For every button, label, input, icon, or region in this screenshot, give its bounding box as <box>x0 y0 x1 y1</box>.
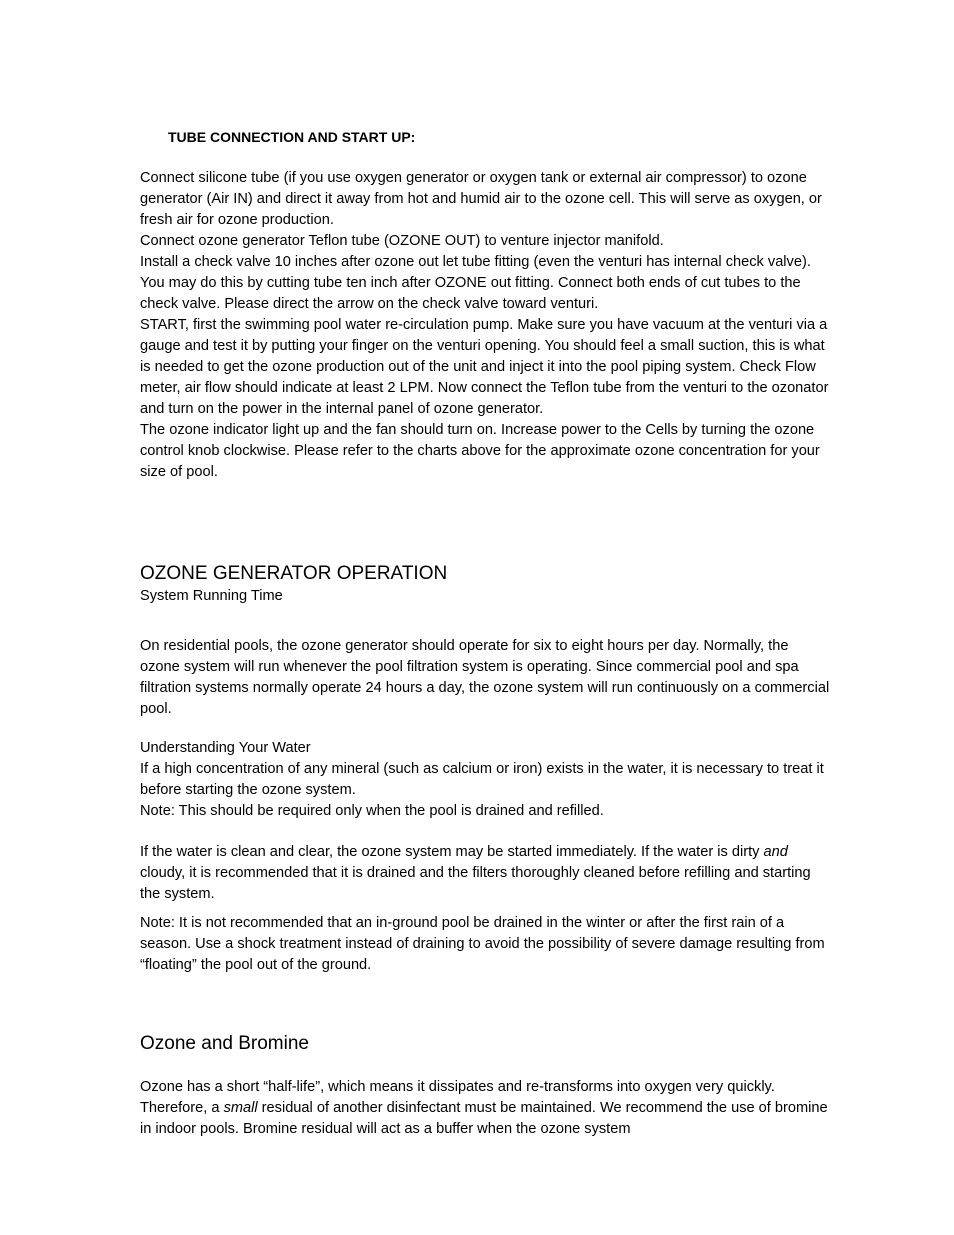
paragraph-ozone-out: Connect ozone generator Teflon tube (OZONE OUT) to venture injector manifold. <box>140 233 664 249</box>
winter-note-block <box>140 913 830 976</box>
paragraph-residential: On residential pools, the ozone generator should operate for six to eight hours per day. Normally, the ozone system will run whenever the pool filtration system is operating. Since commercial pool and spa filtration systems normally operate 24 hours a day, the ozone system will run continuously on a commercial pool. <box>140 638 830 717</box>
paragraph-clean-clear <box>140 842 830 905</box>
tube-connection-heading: TUBE CONNECTION AND START UP: <box>168 129 416 145</box>
paragraph-air-in: Connect silicone tube (if you use oxygen generator or oxygen tank or external air compressor) to ozone generator (Air IN) and direct it away from hot and humid air to the ozone cell. This will serve as oxygen, or fresh air for ozone production. <box>140 170 822 228</box>
paragraph-mineral: If a high concentration of any mineral (such as calcium or iron) exists in the water, it is necessary to treat it before starting the ozone system. <box>140 761 824 798</box>
clean-text-italic: and <box>763 844 788 860</box>
tube-connection-body <box>140 168 830 483</box>
paragraph-note-drained: Note: This should be required only when the pool is drained and refilled. <box>140 803 604 819</box>
half-life-text-end: residual of another disinfectant must be maintained. We recommend the use of bromine in indoor pools. Bromine residual will act as a buffer when the ozone system <box>140 1100 828 1137</box>
paragraph-indicator: The ozone indicator light up and the fan should turn on. Increase power to the Cells by turning the ozone control knob clockwise. Please refer to the charts above for the approximate ozone concentration for your size of pool. <box>140 422 820 480</box>
paragraph-check-valve: Install a check valve 10 inches after ozone out let tube fitting (even the venturi has internal check valve). You may do this by cutting tube ten inch after OZONE out fitting. Connect both ends of cut tubes to the check valve. Please direct the arrow on the check valve toward venturi. <box>140 254 811 312</box>
running-time-body <box>140 636 830 720</box>
understanding-water-subheading: Understanding Your Water <box>140 740 311 756</box>
operation-heading: OZONE GENERATOR OPERATION <box>140 563 448 584</box>
water-section <box>140 738 830 822</box>
bromine-heading: Ozone and Bromine <box>140 1033 309 1054</box>
half-life-text-italic: small <box>223 1100 258 1116</box>
operation-section <box>140 562 830 607</box>
clean-text-end: cloudy, it is recommended that it is drained and the filters thoroughly cleaned before refilling and starting the system. <box>140 865 811 902</box>
paragraph-note-winter: Note: It is not recommended that an in-ground pool be drained in the winter or after the first rain of a season. Use a shock treatment instead of draining to avoid the possibility of severe damage resulting from “floating” the pool out of the ground. <box>140 915 825 973</box>
running-time-subheading: System Running Time <box>140 588 283 604</box>
clean-text-start: If the water is clean and clear, the ozone system may be started immediately. If the water is dirty <box>140 844 764 860</box>
paragraph-start: START, first the swimming pool water re-circulation pump. Make sure you have vacuum at the venturi via a gauge and test it by putting your finger on the venturi opening. You should feel a small suction, this is what is needed to get the ozone production out of the unit and inject it into the pool piping system. Check Flow meter, air flow should indicate at least 2 LPM. Now connect the Teflon tube from the venturi to the ozonator and turn on the power in the internal panel of ozone generator. <box>140 317 829 417</box>
bromine-body <box>140 1077 830 1140</box>
paragraph-half-life <box>140 1077 830 1140</box>
bromine-section <box>140 1032 830 1056</box>
half-life-text-start: Ozone has a short “half-life”, which means it dissipates and re-transforms into oxygen very quickly. Therefore, a <box>140 1079 775 1116</box>
clean-water-block <box>140 842 830 905</box>
